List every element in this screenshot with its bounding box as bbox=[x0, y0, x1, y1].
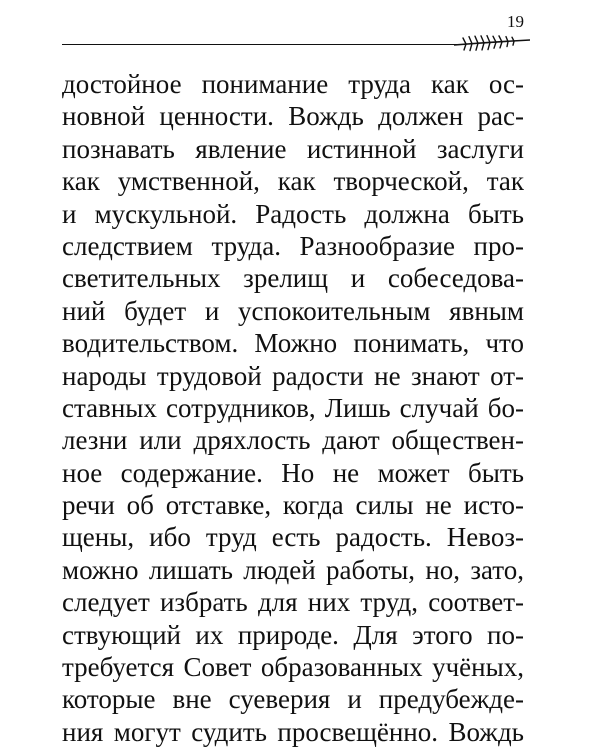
text-line: светительных зрелищ и собеседова- bbox=[62, 263, 524, 294]
text-line: следует избрать для них труд, соответ- bbox=[62, 587, 524, 618]
page-number: 19 bbox=[507, 12, 524, 31]
text-line: новной ценности. Вождь должен рас- bbox=[62, 101, 524, 132]
text-line: и мускульной. Радость должна быть bbox=[62, 198, 524, 229]
fern-branch-ornament-icon bbox=[452, 32, 532, 54]
page-header bbox=[0, 0, 600, 60]
text-line: ствующий их природе. Для этого по- bbox=[62, 619, 524, 650]
text-line: ное содержание. Но не может быть bbox=[62, 457, 524, 488]
text-line: народы трудовой радости не знают от- bbox=[62, 360, 524, 391]
text-line: требуется Совет образованных учёных, bbox=[62, 652, 524, 683]
text-line: речи об отставке, когда силы не исто- bbox=[62, 490, 524, 521]
text-line: достойное понимание труда как ос- bbox=[62, 69, 524, 99]
text-line: как умственной, как творческой, так bbox=[62, 166, 524, 197]
text-line: щены, ибо труд есть радость. Невоз- bbox=[62, 522, 524, 553]
text-line: водительством. Можно понимать, что bbox=[62, 328, 524, 359]
text-line: можно лишать людей работы, но, зато, bbox=[62, 554, 524, 585]
text-line: познавать явление истинной заслуги bbox=[62, 133, 524, 164]
text-line: следствием труда. Разнообразие про- bbox=[62, 230, 524, 261]
page-body-text bbox=[62, 68, 524, 748]
header-rule bbox=[62, 44, 462, 45]
text-line: ния могут судить просвещённо. Вождь bbox=[62, 716, 524, 747]
text-line: которые вне суеверия и предубежде- bbox=[62, 684, 524, 715]
text-line: лезни или дряхлость дают обществен- bbox=[62, 425, 524, 456]
text-line: ставных сотрудников, Лишь случай бо- bbox=[62, 392, 524, 423]
text-line: ний будет и успокоительным явным bbox=[62, 295, 524, 326]
